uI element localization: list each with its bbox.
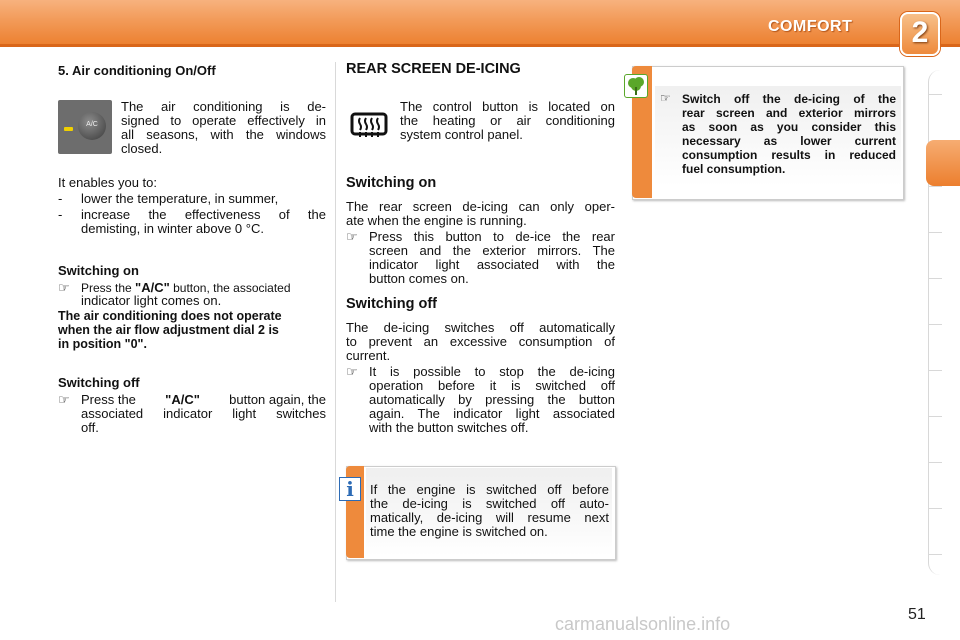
ac-switch-off-line2: associated indicator light switches (81, 406, 326, 421)
ac-intro-line: signed to operate effectively in (121, 113, 326, 128)
control-line: The control button is located on (400, 99, 615, 114)
off-desc-line: current. (346, 348, 391, 363)
bullet-dash: - (58, 191, 63, 206)
tab-chapter-2-active[interactable] (926, 140, 960, 186)
on-bullet-line: screen and the exterior mirrors. The (369, 243, 615, 258)
on-bullet-line: indicator light associated with the (369, 257, 615, 272)
ac-warning-line: in position "0". (58, 337, 147, 351)
ac-switch-on-prefix: Press the (81, 281, 132, 295)
off-bullet-line: again. The indicator light associated (369, 406, 615, 421)
off-bullet-line: It is possible to stop the de-icing (369, 364, 615, 379)
ac-switching-on-heading: Switching on (58, 263, 139, 278)
ac-switch-off-prefix: Press the (81, 392, 136, 407)
tab-divider (928, 416, 942, 417)
tab-divider (928, 324, 942, 325)
ac-switching-off-heading: Switching off (58, 375, 140, 390)
eco-note-line: rear screen and exterior mirrors (682, 106, 896, 120)
ac-section-title: 5. Air conditioning On/Off (58, 63, 216, 78)
pointer-bullet-icon: ☞ (58, 280, 70, 295)
pointer-bullet-icon: ☞ (346, 364, 358, 379)
tab-divider (928, 554, 942, 555)
on-desc-line: ate when the engine is running. (346, 213, 527, 228)
enables-label: It enables you to: (58, 175, 158, 190)
ac-switch-off-line3: off. (81, 420, 99, 435)
rear-screen-title: REAR SCREEN DE-ICING (346, 61, 521, 77)
pointer-bullet-icon: ☞ (58, 392, 70, 407)
ac-button-image (58, 100, 112, 154)
ac-intro-line: closed. (121, 141, 163, 156)
ac-intro-line: all seasons, with the windows (121, 127, 326, 142)
off-bullet-line: with the button switches off. (369, 420, 529, 435)
benefit-item: lower the temperature, in summer, (81, 191, 279, 206)
eco-tree-icon (624, 74, 648, 98)
ac-button-ref: "A/C" (135, 280, 170, 295)
info-line: time the engine is switched on. (370, 524, 548, 539)
ac-knob-label: A/C (86, 121, 98, 128)
eco-note-line: as soon as you consider this (682, 120, 896, 134)
ac-switch-on-suffix: button, the associated (173, 281, 291, 295)
on-bullet-line: button comes on. (369, 271, 469, 286)
off-bullet-line: automatically by pressing the button (369, 392, 615, 407)
watermark: carmanualsonline.info (555, 614, 731, 634)
chapter-title: COMFORT (768, 18, 853, 35)
defrost-switching-off-heading: Switching off (346, 296, 438, 312)
on-bullet-line: Press this button to de-ice the rear (369, 229, 615, 244)
ac-intro-line: The air conditioning is de- (121, 99, 326, 114)
header-rule (0, 44, 960, 47)
bullet-dash: - (58, 207, 63, 222)
ac-indicator-light (64, 127, 73, 131)
ac-switch-off-line (81, 393, 326, 406)
eco-note-line: Switch off the de-icing of the (682, 92, 896, 106)
info-icon (339, 477, 361, 501)
tab-divider (928, 462, 942, 463)
tab-divider (928, 508, 942, 509)
info-line: the de-icing is switched off auto- (370, 496, 609, 511)
tab-divider (928, 232, 942, 233)
off-desc-line: The de-icing switches off automatically (346, 320, 615, 335)
on-desc-line: The rear screen de-icing can only oper- (346, 199, 615, 214)
off-bullet-line: operation before it is switched off (369, 378, 615, 393)
ac-button-ref: "A/C" (165, 392, 200, 407)
chapter-number: 2 (911, 16, 929, 49)
info-line: If the engine is switched off before (370, 482, 609, 497)
pointer-bullet-icon: ☞ (346, 229, 358, 244)
chapter-number-badge (900, 12, 940, 56)
ac-warning-line: when the air flow adjustment dial 2 is (58, 323, 279, 337)
page-number: 51 (908, 606, 926, 623)
tab-divider (928, 186, 942, 187)
eco-note-line: fuel consumption. (682, 162, 786, 176)
benefit-item: increase the effectiveness of the (81, 207, 326, 222)
ac-switch-on-line2: indicator light comes on. (81, 293, 222, 308)
eco-note-line: necessary as lower current (682, 134, 896, 148)
column-divider (335, 62, 336, 602)
eco-note-line: consumption results in reduced (682, 148, 896, 162)
ac-knob (78, 112, 106, 140)
control-line: the heating or air conditioning (400, 113, 615, 128)
benefit-item-cont: demisting, in winter above 0 °C. (81, 221, 264, 236)
off-desc-line: to prevent an excessive consumption of (346, 334, 615, 349)
defrost-switching-on-heading: Switching on (346, 175, 437, 191)
tab-divider (928, 94, 942, 95)
tab-divider (928, 370, 942, 371)
info-icon-glyph: i (346, 477, 354, 501)
tab-divider (928, 278, 942, 279)
pointer-bullet-icon: ☞ (660, 91, 671, 105)
info-line: matically, de-icing will resume next (370, 510, 609, 525)
control-line: system control panel. (400, 127, 523, 142)
ac-switch-off-suffix: button again, the (229, 392, 326, 407)
ac-warning-line: The air conditioning does not operate (58, 309, 282, 323)
rear-defrost-icon (350, 110, 388, 140)
